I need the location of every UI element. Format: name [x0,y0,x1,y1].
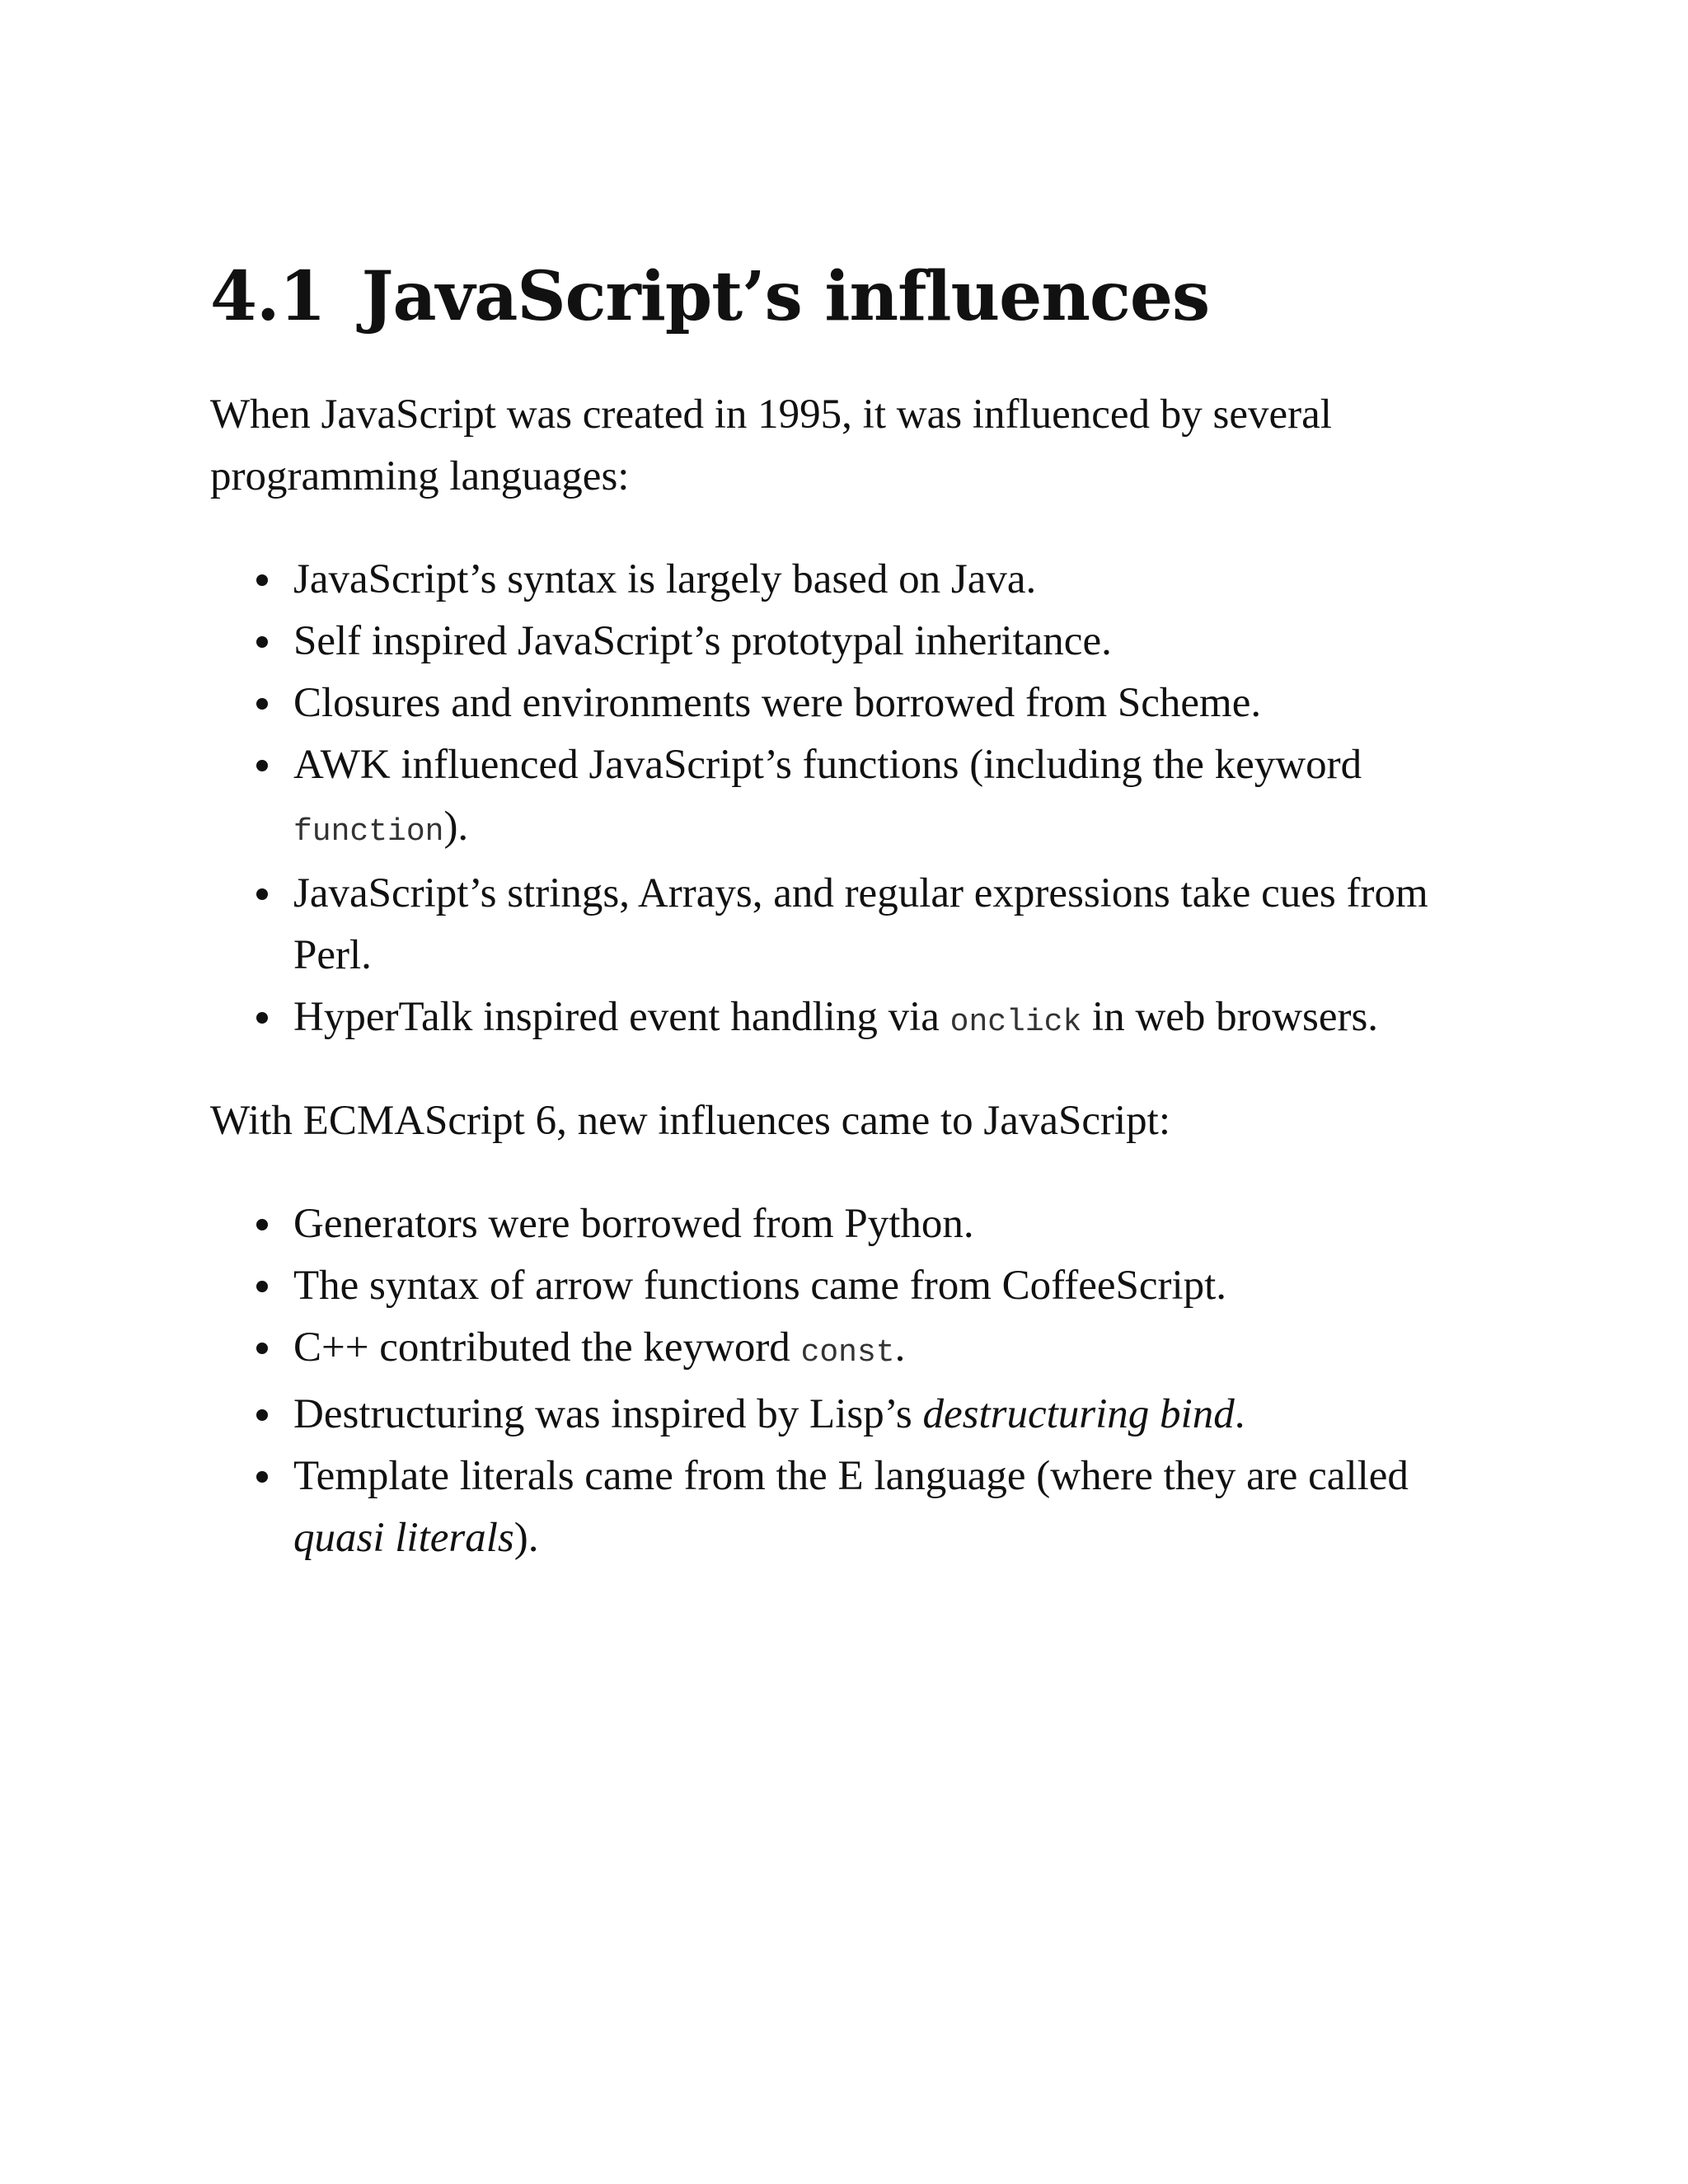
section-title: JavaScript’s influences [361,257,1210,336]
bullet-icon [256,636,268,648]
list-item-text: AWK influenced JavaScript’s functions (including the keyword [293,742,1362,788]
bullet-icon [256,574,268,586]
bullet-icon [256,1343,268,1354]
bullet-icon [256,1471,268,1483]
influences-list [210,549,1496,1053]
list-item-text: Closures and environments were borrowed from Scheme. [293,680,1262,726]
list-item [210,549,1496,611]
inline-code: onclick [950,1005,1082,1040]
es6-paragraph: With ECMAScript 6, new influences came to JavaScript: [210,1098,1171,1144]
section-number: 4.1 [210,257,326,336]
list-item [210,1255,1496,1317]
inline-code: function [293,814,444,850]
list-item [210,734,1496,863]
list-item-text: The syntax of arrow functions came from CoffeeScript. [293,1263,1227,1309]
bullet-icon [256,1281,268,1292]
list-item [210,1384,1496,1446]
emphasis-text: destructuring bind [922,1391,1235,1437]
list-item-text: JavaScript’s strings, Arrays, and regular expressions take cues from Perl. [293,870,1428,978]
list-item-text: Destructuring was inspired by Lisp’s [293,1391,923,1437]
inline-code: const [800,1335,895,1371]
list-item-text: HyperTalk inspired event handling via [293,994,950,1040]
emphasis-text: quasi literals [293,1515,514,1561]
list-item-text: . [1234,1391,1245,1437]
list-item-text: in web browsers. [1081,994,1379,1040]
bullet-icon [256,1409,268,1421]
list-item-text: Template literals came from the E language (where they are called [293,1453,1409,1499]
list-item [210,611,1496,673]
list-item [210,1317,1496,1384]
section-heading [210,251,1496,342]
bullet-icon [256,760,268,771]
list-item [210,673,1496,734]
list-item-text: . [894,1324,906,1371]
bullet-icon [256,888,268,900]
list-item [210,1446,1496,1569]
list-item-text: ). [443,804,469,850]
bullet-icon [256,1012,268,1024]
list-item [210,863,1496,987]
bullet-icon [256,1219,268,1230]
list-item [210,987,1496,1053]
list-item [210,1193,1496,1255]
bullet-icon [256,698,268,710]
document-page [210,251,1496,1569]
es6-influences-list [210,1193,1496,1569]
list-item-text: JavaScript’s syntax is largely based on Java. [293,556,1037,602]
list-item-text: Self inspired JavaScript’s prototypal inheritance. [293,618,1112,664]
list-item-text: C++ contributed the keyword [293,1324,801,1371]
list-item-text: Generators were borrowed from Python. [293,1201,974,1247]
intro-paragraph: When JavaScript was created in 1995, it was influenced by several programming languages: [210,391,1332,499]
list-item-text: ). [513,1515,539,1561]
